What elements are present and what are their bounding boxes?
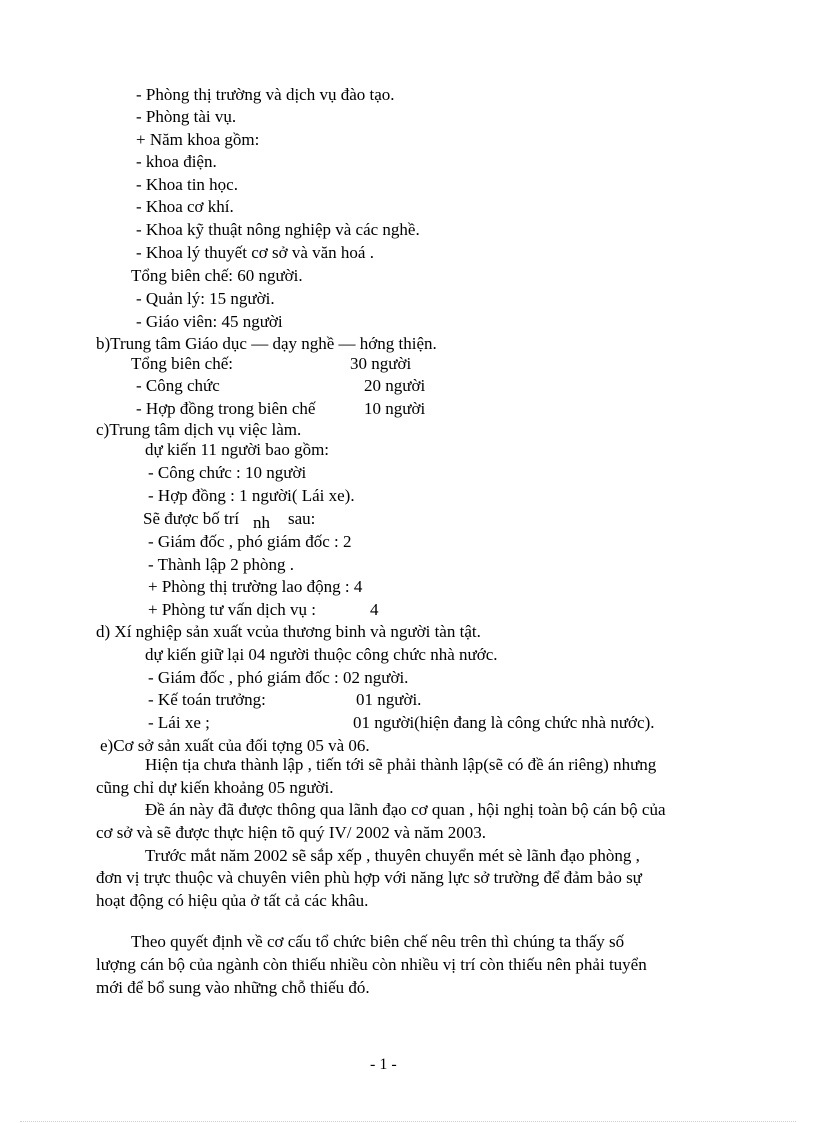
text-line: dự kiến giữ lại 04 người thuộc công chức nhà nước. [145, 645, 498, 664]
paragraph-line: cũng chỉ dự kiến khoảng 05 người. [96, 778, 334, 797]
text-value: 4 [370, 600, 379, 619]
text-line: - Thành lập 2 phòng . [148, 555, 295, 574]
page-number: - 1 - [370, 1056, 397, 1073]
text-line: - Phòng tài vụ. [136, 107, 237, 126]
paragraph-line: cơ sở và sẽ được thực hiện tõ quý IV/ 2002 và năm 2003. [96, 823, 487, 842]
text-line: - Giám đốc , phó giám đốc : 2 [148, 532, 352, 551]
text-value: 20 người [364, 376, 426, 395]
section-heading: b)Trung tâm Giáo dục — dạy nghề — hớng thiện. [96, 334, 437, 353]
section-heading: e)Cơ sở sản xuất của đối tợng 05 và 06. [100, 736, 370, 755]
text-line: Sẽ được bố trí [143, 509, 240, 528]
text-line: - Khoa lý thuyết cơ sở và văn hoá . [136, 243, 374, 262]
text-line: Tổng biên chế: 60 người. [131, 266, 303, 285]
text-line: - Kế toán trưởng: [148, 690, 266, 709]
text-line: - Khoa cơ khí. [136, 197, 234, 216]
text-line: - Công chức [136, 376, 220, 395]
paragraph-line: lượng cán bộ của ngành còn thiếu nhiều còn nhiều vị trí còn thiếu nên phải tuyển [96, 955, 647, 974]
text-line: + Phòng tư vấn dịch vụ : [148, 600, 317, 619]
text-line: - Hợp đồng trong biên chế [136, 399, 316, 418]
section-heading: d) Xí nghiệp sản xuất vcủa thương binh và người tàn tật. [96, 622, 481, 641]
text-line: - Lái xe ; [148, 713, 210, 732]
text-line: - khoa điện. [136, 152, 217, 171]
text-line: + Năm khoa gồm: [136, 130, 260, 149]
text-fragment: nh [253, 513, 270, 532]
paragraph-line: hoạt động có hiệu qủa ở tất cả các khâu. [96, 891, 369, 910]
text-value: 10 người [364, 399, 426, 418]
text-fragment: sau: [288, 509, 316, 528]
text-line: - Phòng thị trường và dịch vụ đào tạo. [136, 85, 395, 104]
text-line: + Phòng thị trường lao động : 4 [148, 577, 363, 596]
section-heading: c)Trung tâm dịch vụ việc làm. [96, 420, 302, 439]
text-value: 30 người [350, 354, 412, 373]
text-line: Tổng biên chế: [131, 354, 233, 373]
text-line: - Công chức : 10 người [148, 463, 307, 482]
page-bottom-rule [20, 1121, 796, 1122]
text-line: dự kiến 11 người bao gồm: [145, 440, 330, 459]
paragraph-line: Hiện tịa chưa thành lập , tiến tới sẽ phải thành lập(sẽ có đề án riêng) nhưng [145, 755, 657, 774]
text-value: 01 người. [356, 690, 422, 709]
paragraph-line: Trước mắt năm 2002 sẽ sắp xếp , thuyên chuyển mét sè lãnh đạo phòng , [145, 846, 640, 865]
text-line: - Quản lý: 15 người. [136, 289, 275, 308]
paragraph-line: đơn vị trực thuộc và chuyên viên phù hợp với năng lực sở trường để đảm bảo sự [96, 868, 642, 887]
paragraph-line: Đề án này đã được thông qua lãnh đạo cơ quan , hội nghị toàn bộ cán bộ của [145, 800, 666, 819]
text-value: 01 người(hiện đang là công chức nhà nước). [353, 713, 655, 732]
paragraph-line: mới để bổ sung vào những chỗ thiếu đó. [96, 978, 370, 997]
text-line: - Khoa tin học. [136, 175, 238, 194]
text-line: - Hợp đồng : 1 người( Lái xe). [148, 486, 355, 505]
text-line: - Giáo viên: 45 người [136, 312, 283, 331]
text-line: - Khoa kỹ thuật nông nghiệp và các nghề. [136, 220, 420, 239]
paragraph-line: Theo quyết định về cơ cấu tổ chức biên chế nêu trên thì chúng ta thấy số [131, 932, 625, 951]
text-line: - Giám đốc , phó giám đốc : 02 người. [148, 668, 409, 687]
